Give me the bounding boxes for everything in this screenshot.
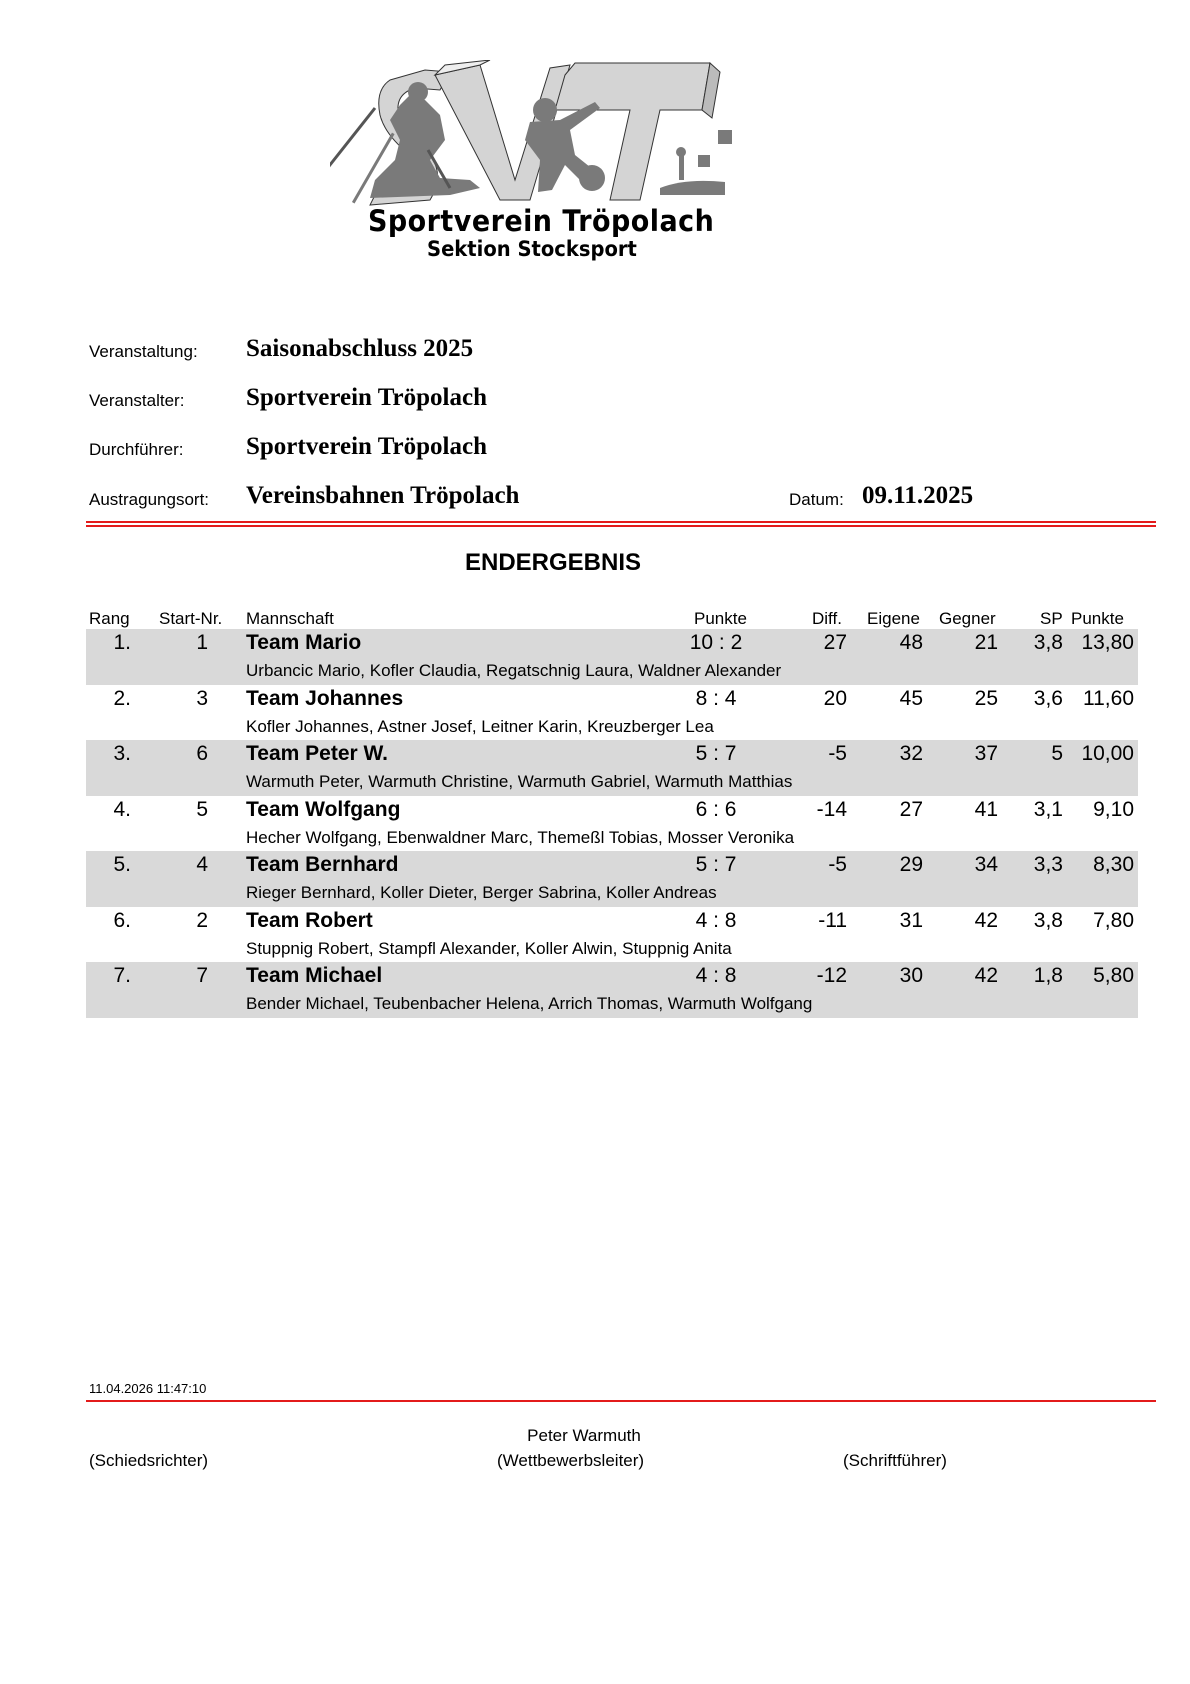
table-row xyxy=(86,962,1138,1018)
header-rang: Rang xyxy=(89,609,130,628)
punkte-cell: 8 : 4 xyxy=(695,686,737,710)
logo-club-name: Sportverein Tröpolach xyxy=(368,204,715,238)
eigene-cell: 29 xyxy=(899,853,923,876)
team-members: Kofler Johannes, Astner Josef, Leitner Karin, Kreuzberger Lea xyxy=(246,716,714,736)
total-punkte-cell: 11,60 xyxy=(1083,686,1134,710)
gegner-cell: 42 xyxy=(974,908,998,932)
datum-label: Datum: xyxy=(789,490,844,509)
sp-cell: 3,1 xyxy=(1033,797,1063,821)
veranstalter-label: Veranstalter: xyxy=(89,391,185,410)
eigene-cell: 32 xyxy=(899,742,923,765)
header-eigene: Eigene xyxy=(867,609,920,628)
start-nr-cell: 6 xyxy=(196,742,208,765)
print-timestamp: 11.04.2026 11:47:10 xyxy=(89,1381,207,1396)
punkte-cell: 10 : 2 xyxy=(689,631,743,654)
rang-cell: 7. xyxy=(113,964,131,987)
veranstaltung-label: Veranstaltung: xyxy=(89,342,198,361)
club-logo xyxy=(330,60,760,270)
rang-cell: 3. xyxy=(113,742,131,765)
header-gegner: Gegner xyxy=(939,609,996,628)
header-sp: SP xyxy=(1040,609,1063,628)
total-punkte-cell: 5,80 xyxy=(1093,964,1134,987)
sp-cell: 3,6 xyxy=(1033,686,1063,710)
page-title: ENDERGEBNIS xyxy=(464,549,642,576)
total-punkte-cell: 7,80 xyxy=(1093,908,1134,932)
header-divider-top xyxy=(86,521,1156,523)
team-members: Stuppnig Robert, Stampfl Alexander, Koller Alwin, Stuppnig Anita xyxy=(246,938,732,958)
team-members: Bender Michael, Teubenbacher Helena, Arrich Thomas, Warmuth Wolfgang xyxy=(246,994,813,1013)
start-nr-cell: 5 xyxy=(196,797,208,821)
team-name: Team Wolfgang xyxy=(246,797,401,821)
schiedsrichter-signature: (Schiedsrichter) xyxy=(89,1451,209,1470)
start-nr-cell: 1 xyxy=(196,631,208,654)
sp-cell: 3,8 xyxy=(1033,631,1063,654)
team-name: Team Robert xyxy=(246,908,373,932)
rang-cell: 6. xyxy=(113,908,131,932)
header-mannschaft: Mannschaft xyxy=(246,609,334,628)
footer-divider xyxy=(86,1400,1156,1402)
eigene-cell: 45 xyxy=(899,686,923,710)
total-punkte-cell: 9,10 xyxy=(1093,797,1134,821)
diff-cell: -14 xyxy=(816,797,847,821)
team-members: Warmuth Peter, Warmuth Christine, Warmuth Gabriel, Warmuth Matthias xyxy=(246,772,793,791)
sp-cell: 1,8 xyxy=(1033,964,1063,987)
rang-cell: 1. xyxy=(113,631,131,654)
veranstalter-value: Sportverein Tröpolach xyxy=(246,384,487,411)
rang-cell: 2. xyxy=(113,686,131,710)
table-row xyxy=(86,907,1138,963)
header-diff: Diff. xyxy=(812,609,842,628)
start-nr-cell: 3 xyxy=(196,686,208,710)
diff-cell: -12 xyxy=(816,964,847,987)
team-members: Urbancic Mario, Kofler Claudia, Regatschnig Laura, Waldner Alexander xyxy=(246,661,782,680)
header-start-nr: Start-Nr. xyxy=(159,609,223,628)
durchfuehrer-value: Sportverein Tröpolach xyxy=(246,433,487,460)
diff-cell: 20 xyxy=(823,686,847,710)
team-name: Team Mario xyxy=(246,631,362,654)
datum-value: 09.11.2025 xyxy=(862,482,974,509)
diff-cell: -11 xyxy=(818,908,847,932)
table-row xyxy=(86,796,1138,852)
gegner-cell: 41 xyxy=(974,797,998,821)
gegner-cell: 21 xyxy=(974,631,998,654)
header-divider-bottom xyxy=(86,525,1156,527)
start-nr-cell: 2 xyxy=(196,908,208,932)
svt-logo-graphic-icon xyxy=(330,60,760,210)
sp-cell: 3,3 xyxy=(1033,853,1063,876)
table-row xyxy=(86,851,1138,907)
total-punkte-cell: 8,30 xyxy=(1093,853,1134,876)
table-row xyxy=(86,629,1138,685)
eigene-cell: 31 xyxy=(899,908,923,932)
table-row xyxy=(86,740,1138,796)
team-members: Rieger Bernhard, Koller Dieter, Berger Sabrina, Koller Andreas xyxy=(246,883,717,902)
wettbewerbsleiter-signature: (Wettbewerbsleiter) xyxy=(497,1451,645,1470)
diff-cell: 27 xyxy=(823,631,847,654)
sp-cell: 3,8 xyxy=(1033,908,1063,932)
eigene-cell: 48 xyxy=(899,631,923,654)
punkte-cell: 5 : 7 xyxy=(695,853,737,876)
header-punkte: Punkte xyxy=(694,609,747,628)
start-nr-cell: 4 xyxy=(196,853,208,876)
punkte-cell: 5 : 7 xyxy=(695,742,737,765)
sp-cell: 5 xyxy=(1051,742,1063,765)
table-row xyxy=(86,685,1138,741)
punkte-cell: 4 : 8 xyxy=(695,964,737,987)
rang-cell: 5. xyxy=(113,853,131,876)
punkte-cell: 4 : 8 xyxy=(695,908,737,932)
austragungsort-label: Austragungsort: xyxy=(89,490,210,509)
team-name: Team Johannes xyxy=(246,686,404,710)
logo-section-name: Sektion Stocksport xyxy=(427,237,637,261)
start-nr-cell: 7 xyxy=(196,964,208,987)
diff-cell: -5 xyxy=(828,853,847,876)
durchfuehrer-label: Durchführer: xyxy=(89,440,184,459)
eigene-cell: 30 xyxy=(899,964,923,987)
rang-cell: 4. xyxy=(113,797,131,821)
schriftfuehrer-signature: (Schriftführer) xyxy=(843,1451,947,1470)
veranstaltung-value: Saisonabschluss 2025 xyxy=(246,335,474,362)
total-punkte-cell: 13,80 xyxy=(1081,631,1134,654)
punkte-cell: 6 : 6 xyxy=(695,797,737,821)
team-name: Team Peter W. xyxy=(246,742,388,765)
eigene-cell: 27 xyxy=(899,797,923,821)
diff-cell: -5 xyxy=(828,742,847,765)
team-name: Team Michael xyxy=(246,964,383,987)
header-punkte-total: Punkte xyxy=(1071,609,1124,628)
gegner-cell: 34 xyxy=(974,853,998,876)
austragungsort-value: Vereinsbahnen Tröpolach xyxy=(246,482,520,509)
gegner-cell: 25 xyxy=(974,686,998,710)
team-members: Hecher Wolfgang, Ebenwaldner Marc, Themeßl Tobias, Mosser Veronika xyxy=(246,827,795,847)
gegner-cell: 42 xyxy=(974,964,998,987)
gegner-cell: 37 xyxy=(974,742,998,765)
wettbewerbsleiter-name: Peter Warmuth xyxy=(527,1426,641,1445)
team-name: Team Bernhard xyxy=(246,853,399,876)
total-punkte-cell: 10,00 xyxy=(1081,742,1134,765)
